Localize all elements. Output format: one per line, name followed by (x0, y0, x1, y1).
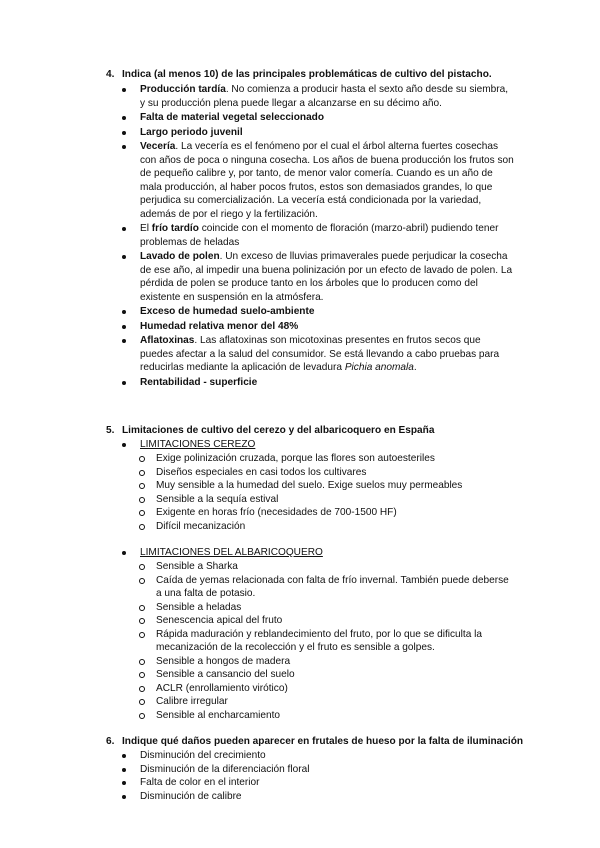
albaricoquero-heading: LIMITACIONES DEL ALBARICOQUERO (140, 547, 323, 558)
list-item: Sensible a Sharka (0, 560, 600, 574)
circle-bullet-icon (139, 618, 145, 624)
circle-bullet-icon (139, 456, 145, 462)
question-title: Indica (al menos 10) de las principales problemáticas de cultivo del pistacho. (122, 69, 492, 80)
cerezo-list (0, 452, 600, 533)
circle-bullet-icon (139, 524, 145, 530)
list-item: Falta de material vegetal seleccionado (0, 111, 600, 125)
bullet-icon (122, 88, 126, 92)
list-item: Humedad relativa menor del 48% (0, 320, 600, 334)
list-item: Sensible a hongos de madera (0, 655, 600, 669)
circle-bullet-icon (139, 632, 145, 638)
list-item: Difícil mecanización (0, 520, 600, 534)
circle-bullet-icon (139, 564, 145, 570)
damage-list (0, 749, 600, 803)
question-number: 4. (106, 69, 115, 80)
circle-bullet-icon (139, 713, 145, 719)
list-item: Disminución del crecimiento (0, 749, 600, 763)
list-item: Muy sensible a la humedad del suelo. Exige suelos muy permeables (0, 479, 600, 493)
circle-bullet-icon (139, 605, 145, 611)
bullet-icon (122, 754, 126, 758)
bullet-icon (122, 116, 126, 120)
circle-bullet-icon (139, 470, 145, 476)
list-item: Aflatoxinas. Las aflatoxinas son micotoxinas presentes en frutos secos que puedes afectar a la salud del consumidor. Se está llevando a cabo pruebas para reducirlas mediante la aplicación de levadura Pichia anomala. (0, 334, 600, 375)
bullet-icon (122, 131, 126, 135)
bullet-icon (122, 781, 126, 785)
circle-bullet-icon (139, 578, 145, 584)
list-item: Sensible a heladas (0, 601, 600, 615)
list-item: Largo periodo juvenil (0, 126, 600, 140)
bullet-icon (122, 310, 126, 314)
bullet-icon (122, 795, 126, 799)
list-item: Sensible a la sequía estival (0, 493, 600, 507)
list-item: Exceso de humedad suelo-ambiente (0, 305, 600, 319)
list-item: Lavado de polen. Un exceso de lluvias primaverales puede perjudicar la cosecha de ese año, al impedir una buena polinización por un efecto de lavado de polen. La pérdida de polen se produce tanto en los árboles que lo producen como del existente en suspensión en la atmósfera. (0, 250, 600, 304)
problem-list (0, 83, 600, 389)
list-item: Exige polinización cruzada, porque las flores son autoesteriles (0, 452, 600, 466)
list-item: ACLR (enrollamiento virótico) (0, 682, 600, 696)
bullet-icon (122, 551, 126, 555)
circle-bullet-icon (139, 659, 145, 665)
list-item: Calibre irregular (0, 695, 600, 709)
list-item: Diseños especiales en casi todos los cultivares (0, 466, 600, 480)
list-item: El frío tardío coincide con el momento de floración (marzo-abril) pudiendo tener problemas de heladas (0, 222, 600, 249)
circle-bullet-icon (139, 497, 145, 503)
bullet-icon (122, 255, 126, 259)
bullet-icon (122, 381, 126, 385)
list-item: Vecería. La vecería es el fenómeno por el cual el árbol alterna fuertes cosechas con años de poca o ninguna cosecha. Los años de buena producción los frutos son de pequeño calibre y, por tanto, de menor valor comería. Cuando es un año de mala producción, al haber pocos frutos, estos son demasiados grandes, lo que perjudica su comercialización. La vecería está condicionada por la variedad, además de por el riego y la fertilización. (0, 140, 600, 221)
list-item: Disminución de calibre (0, 790, 600, 804)
list-item: Falta de color en el interior (0, 776, 600, 790)
list-item: Producción tardía. No comienza a producir hasta el sexto año desde su siembra, y su producción plena puede llegar a alcanzarse en su décimo año. (0, 83, 600, 110)
list-item: Rentabilidad - superficie (0, 376, 600, 390)
bullet-icon (122, 339, 126, 343)
bullet-icon (122, 443, 126, 447)
circle-bullet-icon (139, 510, 145, 516)
question-number: 6. (106, 736, 115, 747)
list-item: Sensible al encharcamiento (0, 709, 600, 723)
list-item: Disminución de la diferenciación floral (0, 763, 600, 777)
bullet-icon (122, 227, 126, 231)
circle-bullet-icon (139, 686, 145, 692)
cerezo-heading: LIMITACIONES CEREZO (140, 439, 256, 450)
albaricoquero-list (0, 560, 600, 722)
bullet-icon (122, 325, 126, 329)
list-item: Rápida maduración y reblandecimiento del fruto, por lo que se dificulta la mecanización de la recolección y el fruto es sensible a golpes. (0, 628, 600, 655)
list-item: Caída de yemas relacionada con falta de frío invernal. También puede deberse a una falta de potasio. (0, 574, 600, 601)
list-item: Senescencia apical del fruto (0, 614, 600, 628)
bullet-icon (122, 145, 126, 149)
question-number: 5. (106, 425, 115, 436)
bullet-icon (122, 768, 126, 772)
circle-bullet-icon (139, 672, 145, 678)
circle-bullet-icon (139, 483, 145, 489)
question-title: Limitaciones de cultivo del cerezo y del albaricoquero en España (122, 425, 435, 436)
circle-bullet-icon (139, 699, 145, 705)
list-item: Sensible a cansancio del suelo (0, 668, 600, 682)
question-title: Indique qué daños pueden aparecer en frutales de hueso por la falta de iluminación (122, 736, 524, 747)
list-item: Exigente en horas frío (necesidades de 700-1500 HF) (0, 506, 600, 520)
